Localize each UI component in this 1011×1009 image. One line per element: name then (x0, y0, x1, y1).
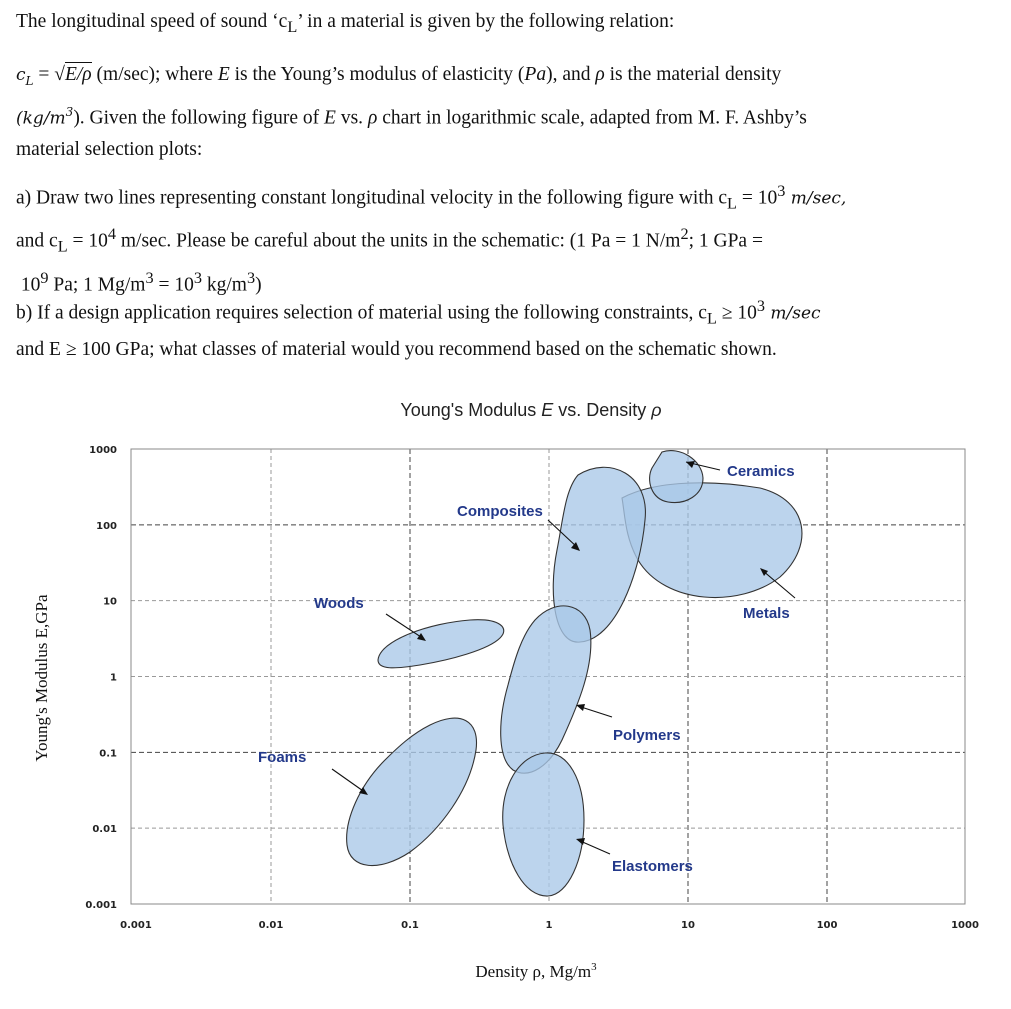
intro-text-end: ’ in a material is given by the following relation: (297, 11, 675, 32)
pa-symbol: Pa (524, 64, 547, 85)
desc-text: is the Young’s modulus of elasticity ( (229, 64, 525, 85)
part-b (16, 291, 991, 365)
material-regions (347, 451, 802, 896)
ashby-chart (0, 380, 1011, 1000)
region-polymers (501, 606, 591, 773)
y-tick-label: 1000 (89, 445, 117, 456)
part-b-line-2 (16, 334, 991, 365)
desc-text-4: ). Given the following figure of (73, 107, 325, 129)
part-b-text-2: ; what classes of material would you recommend based on the schematic shown. (149, 339, 777, 361)
desc-text-3: is the material density (604, 64, 782, 85)
region-elastomers (503, 753, 584, 896)
problem-text (16, 6, 991, 43)
part-a-text-9: ) (255, 274, 262, 296)
E-symbol: E (324, 107, 336, 129)
equation-line-2 (16, 97, 991, 135)
units-text: (m/sec); where (91, 64, 218, 85)
label-composites: Composites (457, 503, 543, 520)
part-a-text-4: ; 1 GPa = (688, 230, 763, 252)
x-tick-label: 10 (681, 920, 695, 931)
region-woods (378, 620, 504, 668)
label-foams: Foams (258, 749, 307, 766)
subscript: L (727, 194, 737, 213)
part-a-text: a) Draw two lines representing constant longitudinal velocity in the following figure with c (16, 187, 728, 209)
part-a-text-6: Pa; 1 Mg/m (48, 274, 146, 296)
x-tick-label: 1000 (951, 920, 979, 931)
x-tick-label: 0.1 (401, 920, 419, 931)
y-tick-label: 0.01 (92, 824, 117, 836)
region-ceramics (650, 451, 703, 503)
part-b-units: m/sec (764, 303, 821, 324)
y-tick-label: 10 (103, 596, 117, 608)
superscript: 3 (145, 268, 154, 287)
part-a-text-2: and c (16, 230, 58, 252)
label-ceramics: Ceramics (727, 463, 795, 480)
part-b-constraint: and E ≥ 100 GPa (16, 339, 150, 361)
intro-text: The longitudinal speed of sound ‘c (16, 11, 288, 32)
equals: = (33, 64, 55, 85)
part-a-units: m/sec, (785, 188, 847, 209)
superscript: 3 (193, 268, 202, 287)
label-elastomers: Elastomers (612, 858, 693, 875)
label-polymers: Polymers (613, 727, 681, 744)
x-tick-label: 1 (545, 920, 553, 931)
part-a-text-3: m/sec. Please be careful about the units in the schematic: (1 Pa = 1 N/m (116, 230, 681, 252)
part-a (16, 176, 991, 300)
desc-text-5: chart in logarithmic scale, adapted from M. F. Ashby’s (377, 107, 807, 129)
part-a-text-5: 10 (20, 274, 41, 296)
equation-line: $c_L = √E/\rho$ (m/sec); where E is the Young’s modulus of elasticity (Pa), and ρ is the material density (16, 64, 782, 88)
polymers-arrowhead (576, 704, 585, 711)
superscript: 3 (246, 268, 256, 287)
y-tick-label: 0.1 (99, 748, 117, 760)
y-axis-label: Young's Modulus E,GPa (32, 594, 51, 762)
desc-text-2: ), and (546, 64, 596, 85)
label-metals: Metals (743, 605, 790, 622)
x-tick-label: 100 (816, 920, 838, 931)
chart-title: Young's Modulus E vs. Density ρ (400, 400, 662, 420)
part-a-text-7: = 10 (153, 274, 194, 296)
sqrt-expression: E/ρ (64, 64, 92, 85)
part-b-line-1 (16, 291, 991, 334)
part-a-line-2 (16, 219, 991, 262)
part-a-eq: = 10 (736, 187, 778, 209)
region-foams (347, 718, 477, 865)
x-tick-label: 0.001 (120, 920, 152, 931)
y-tick-label: 1 (110, 672, 117, 684)
units-kgm: (kg/m (16, 108, 66, 129)
label-woods: Woods (314, 595, 364, 612)
part-a-line-1 (16, 176, 991, 219)
subscript: L (57, 237, 68, 256)
vs-text: vs. (335, 107, 368, 129)
superscript: 2 (680, 225, 689, 244)
cl-symbol: c (16, 65, 26, 85)
equation-paragraph (16, 59, 991, 165)
equation-line-3: material selection plots: (16, 139, 203, 161)
rho-symbol: ρ (595, 64, 605, 85)
superscript: 3 (65, 104, 74, 119)
y-tick-label: 0.001 (85, 900, 117, 911)
rho-symbol: ρ (367, 107, 378, 129)
superscript: 9 (40, 268, 49, 287)
part-b-text: b) If a design application requires selection of material using the following constraints, c (16, 302, 707, 324)
x-tick-label: 0.01 (258, 920, 284, 931)
part-a-eq-2: = 10 (67, 230, 108, 252)
superscript: 3 (756, 297, 765, 315)
superscript: 4 (107, 225, 116, 244)
superscript: 3 (777, 182, 786, 200)
E-symbol: E (217, 64, 230, 85)
subscript: L (25, 73, 34, 88)
x-axis-label: Density ρ, $Mg/m^3$ (475, 961, 597, 981)
part-a-text-8: kg/m (201, 274, 247, 296)
subscript: L (706, 309, 717, 328)
y-tick-label: 100 (96, 520, 117, 532)
intro-line (16, 6, 991, 43)
part-b-eq: ≥ 10 (716, 302, 757, 324)
foams-arrow (332, 769, 366, 793)
subscript: L (287, 17, 298, 36)
